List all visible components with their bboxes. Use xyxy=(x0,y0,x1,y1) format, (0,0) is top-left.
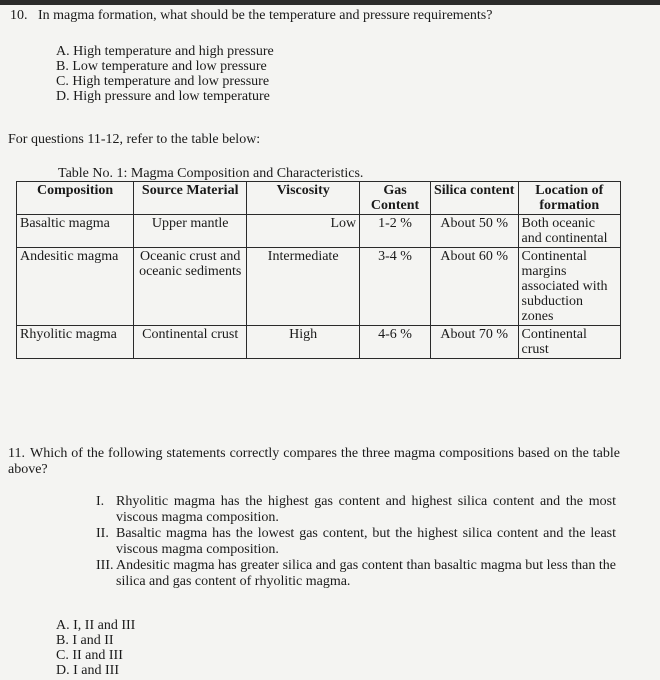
option-d xyxy=(56,89,274,104)
top-edge-bar xyxy=(0,0,660,5)
option-text: II and III xyxy=(72,648,123,663)
table-row xyxy=(17,326,621,359)
table-cell: About 60 % xyxy=(430,248,518,326)
question-11-options xyxy=(56,618,135,678)
option-text: High temperature and low pressure xyxy=(72,74,270,89)
table-cell: 1-2 % xyxy=(360,215,431,248)
option-a xyxy=(56,44,274,59)
option-text: High pressure and low temperature xyxy=(73,89,270,104)
question-text: Which of the following statements correctly compares the three magma compositions based on the table above? xyxy=(8,446,620,477)
option-letter: B. xyxy=(56,633,69,648)
statement-numeral: I. xyxy=(96,494,105,509)
table-cell: Both oceanic and continental xyxy=(518,215,620,248)
statement-numeral: II. xyxy=(96,526,109,541)
option-c xyxy=(56,74,274,89)
option-letter: C. xyxy=(56,648,69,663)
option-letter: D. xyxy=(56,89,70,104)
table-cell: Basaltic magma xyxy=(17,215,134,248)
table-cell: 4-6 % xyxy=(360,326,431,359)
question-number: 11. xyxy=(8,446,25,461)
header-location: Location of formation xyxy=(518,182,620,215)
table-cell: About 70 % xyxy=(430,326,518,359)
header-composition: Composition xyxy=(17,182,134,215)
table-row xyxy=(17,215,621,248)
question-11-statements xyxy=(96,494,616,590)
table-row xyxy=(17,248,621,326)
option-letter: D. xyxy=(56,663,70,678)
header-silica-content: Silica content xyxy=(430,182,518,215)
statement-i xyxy=(96,494,616,526)
statement-ii xyxy=(96,526,616,558)
option-letter: A. xyxy=(56,44,70,59)
statement-text: Rhyolitic magma has the highest gas content and highest silica content and the most viscous magma composition. xyxy=(116,494,616,525)
option-text: Low temperature and low pressure xyxy=(72,59,267,74)
table-cell: High xyxy=(247,326,360,359)
statement-numeral: III. xyxy=(96,558,114,573)
table-cell: About 50 % xyxy=(430,215,518,248)
table-cell: Low xyxy=(247,215,360,248)
statement-text: Basaltic magma has the lowest gas content, but the highest silica content and the least viscous magma composition. xyxy=(116,526,616,557)
table-cell: Upper mantle xyxy=(134,215,247,248)
question-number: 10. xyxy=(10,8,28,23)
table-cell: Continental crust xyxy=(134,326,247,359)
option-letter: C. xyxy=(56,74,69,89)
table-cell: Andesitic magma xyxy=(17,248,134,326)
header-gas-content: Gas Content xyxy=(360,182,431,215)
option-c xyxy=(56,648,135,663)
table-header-row xyxy=(17,182,621,215)
option-text: I and III xyxy=(73,663,119,678)
table-caption: Table No. 1: Magma Composition and Characteristics. xyxy=(58,166,364,181)
statement-text: Andesitic magma has greater silica and gas content than basaltic magma but less than the silica and gas content of rhyolitic magma. xyxy=(116,558,616,589)
question-11 xyxy=(8,446,620,478)
option-letter: A. xyxy=(56,618,70,633)
option-text: I and II xyxy=(72,633,114,648)
statement-iii xyxy=(96,558,616,590)
table-cell: Rhyolitic magma xyxy=(17,326,134,359)
magma-table xyxy=(16,181,621,359)
table-cell: Continental margins associated with subduction zones xyxy=(518,248,620,326)
option-letter: B. xyxy=(56,59,69,74)
option-b xyxy=(56,633,135,648)
question-10 xyxy=(10,8,630,24)
table-cell: Oceanic crust and oceanic sediments xyxy=(134,248,247,326)
header-source-material: Source Material xyxy=(134,182,247,215)
option-a xyxy=(56,618,135,633)
header-viscosity: Viscosity xyxy=(247,182,360,215)
table-cell: 3-4 % xyxy=(360,248,431,326)
question-text: In magma formation, what should be the temperature and pressure requirements? xyxy=(38,8,493,23)
question-10-options xyxy=(56,44,274,104)
table-intro: For questions 11-12, refer to the table below: xyxy=(8,132,261,147)
option-d xyxy=(56,663,135,678)
option-text: I, II and III xyxy=(73,618,136,633)
table-cell: Intermediate xyxy=(247,248,360,326)
option-b xyxy=(56,59,274,74)
option-text: High temperature and high pressure xyxy=(73,44,274,59)
table-cell: Continental crust xyxy=(518,326,620,359)
